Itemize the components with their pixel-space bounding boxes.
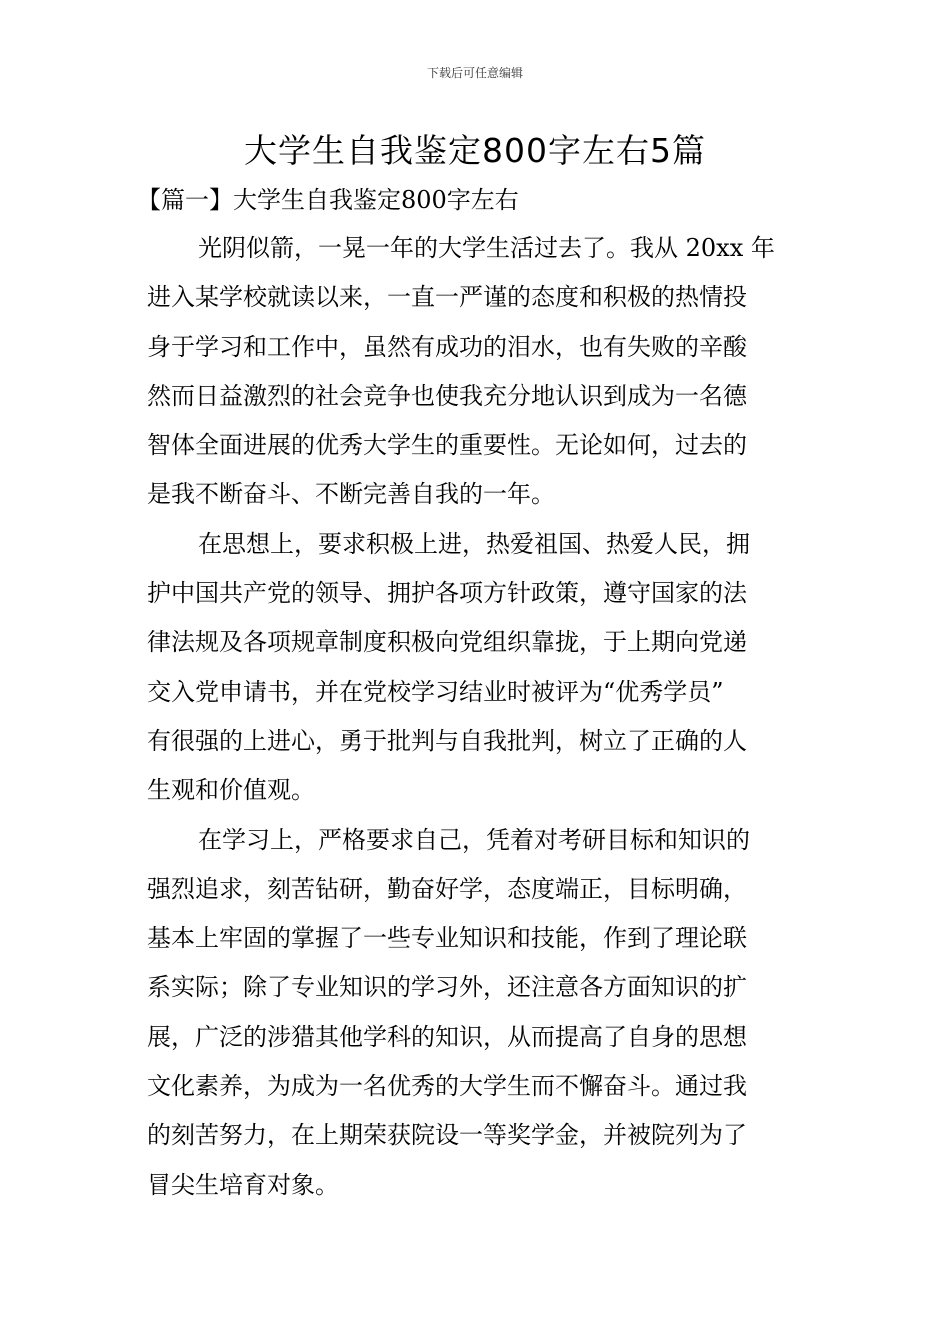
text-line: 强烈追求，刻苦钻研，勤奋好学，态度端正，目标明确， [147,874,747,903]
text-line: 系实际；除了专业知识的学习外，还注意各方面知识的扩 [147,973,747,1002]
document-body [147,224,808,1210]
text-line: 是我不断奋斗、不断完善自我的一年。 [147,480,555,509]
text-line: 有很强的上进心，勇于批判与自我批判，树立了正确的人 [147,726,747,755]
paragraph-3 [147,816,808,1210]
text-line: 基本上牢固的掌握了一些专业知识和技能，作到了理论联 [147,924,747,953]
text-line: 智体全面进展的优秀大学生的重要性。无论如何，过去的 [147,431,747,460]
text-line: 展，广泛的涉猎其他学科的知识，从而提高了自身的思想 [147,1022,747,1051]
text-line: 文化素养，为成为一名优秀的大学生而不懈奋斗。通过我 [147,1072,747,1101]
header-note: 下载后可任意编辑 [426,66,523,80]
text-line: 冒尖生培育对象。 [147,1170,339,1199]
paragraph-2 [147,520,808,816]
text-line: 律法规及各项规章制度积极向党组织靠拢，于上期向党递 [147,628,747,657]
text-line: 在思想上，要求积极上进，热爱祖国、热爱人民，拥 [198,529,750,558]
text-line: 护中国共产党的领导、拥护各项方针政策，遵守国家的法 [147,579,747,608]
text-line: 身于学习和工作中，虽然有成功的泪水，也有失败的辛酸 [147,332,747,361]
section-heading: 【篇一】大学生自我鉴定800字左右 [137,186,519,214]
text-line: 然而日益激烈的社会竞争也使我充分地认识到成为一名德 [147,381,747,410]
text-line: 交入党申请书，并在党校学习结业时被评为“优秀学员” [147,677,724,706]
text-line: 进入某学校就读以来，一直一严谨的态度和积极的热情投 [147,283,747,312]
text-line: 的刻苦努力，在上期荣获院设一等奖学金，并被院列为了 [147,1121,747,1150]
document-title: 大学生自我鉴定800字左右5篇 [244,131,706,170]
text-line: 在学习上，严格要求自己，凭着对考研目标和知识的 [198,825,750,854]
paragraph-1 [147,224,808,520]
text-line: 光阴似箭，一晃一年的大学生活过去了。我从 20xx 年 [198,234,775,262]
text-line: 生观和价值观。 [147,776,315,805]
